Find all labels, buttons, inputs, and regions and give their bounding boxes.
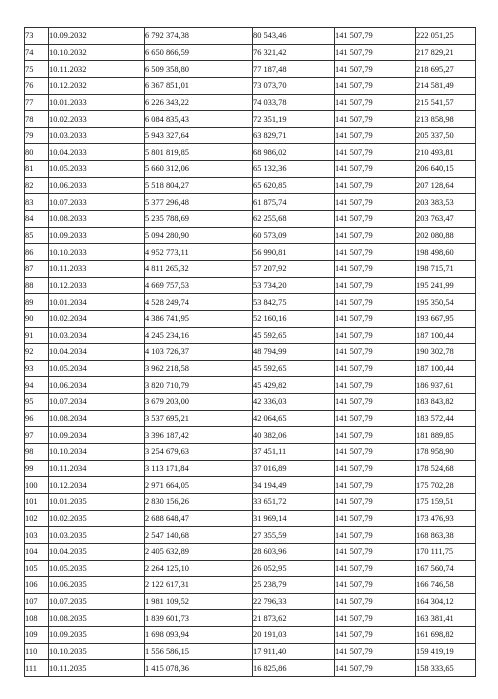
payment-number-cell: 108 (25, 610, 49, 627)
payment-number-cell: 93 (25, 360, 49, 377)
total-payment-cell: 215 541,57 (416, 94, 476, 111)
payment-number-cell: 100 (25, 477, 49, 494)
payment-number-cell: 77 (25, 94, 49, 111)
payment-date-cell: 10.08.2035 (49, 610, 145, 627)
principal-payment-cell: 141 507,79 (335, 211, 416, 228)
payment-number-cell: 101 (25, 493, 49, 510)
interest-cell: 61 875,74 (253, 194, 335, 211)
interest-cell: 40 382,06 (253, 427, 335, 444)
principal-balance-cell: 4 952 773,11 (145, 244, 253, 261)
interest-cell: 63 829,71 (253, 127, 335, 144)
payment-date-cell: 10.06.2035 (49, 577, 145, 594)
payment-number-cell: 88 (25, 277, 49, 294)
principal-payment-cell: 141 507,79 (335, 560, 416, 577)
table-row (25, 28, 476, 45)
payment-date-cell: 10.03.2035 (49, 527, 145, 544)
payment-number-cell: 104 (25, 543, 49, 560)
table-row (25, 360, 476, 377)
table-row (25, 344, 476, 361)
total-payment-cell: 202 080,88 (416, 227, 476, 244)
principal-balance-cell: 2 122 617,31 (145, 577, 253, 594)
principal-balance-cell: 5 235 788,69 (145, 211, 253, 228)
payment-date-cell: 10.04.2033 (49, 144, 145, 161)
payment-number-cell: 82 (25, 177, 49, 194)
interest-cell: 68 986,02 (253, 144, 335, 161)
payment-date-cell: 10.02.2033 (49, 111, 145, 128)
payment-number-cell: 103 (25, 527, 49, 544)
principal-balance-cell: 6 509 358,80 (145, 61, 253, 78)
principal-balance-cell: 3 396 187,42 (145, 427, 253, 444)
interest-cell: 31 969,14 (253, 510, 335, 527)
payment-date-cell: 10.01.2034 (49, 294, 145, 311)
payment-number-cell: 105 (25, 560, 49, 577)
total-payment-cell: 217 829,21 (416, 44, 476, 61)
payment-number-cell: 96 (25, 410, 49, 427)
payment-date-cell: 10.05.2033 (49, 161, 145, 178)
table-row (25, 310, 476, 327)
principal-balance-cell: 4 669 757,53 (145, 277, 253, 294)
principal-balance-cell: 4 386 741,95 (145, 310, 253, 327)
payment-date-cell: 10.09.2033 (49, 227, 145, 244)
principal-balance-cell: 5 943 327,64 (145, 127, 253, 144)
interest-cell: 25 238,79 (253, 577, 335, 594)
table-row (25, 427, 476, 444)
principal-payment-cell: 141 507,79 (335, 111, 416, 128)
table-row (25, 111, 476, 128)
principal-balance-cell: 3 254 679,63 (145, 444, 253, 461)
payment-date-cell: 10.03.2033 (49, 127, 145, 144)
principal-payment-cell: 141 507,79 (335, 227, 416, 244)
payment-date-cell: 10.05.2034 (49, 360, 145, 377)
total-payment-cell: 170 111,75 (416, 543, 476, 560)
total-payment-cell: 195 350,54 (416, 294, 476, 311)
principal-payment-cell: 141 507,79 (335, 610, 416, 627)
interest-cell: 22 796,33 (253, 593, 335, 610)
principal-balance-cell: 6 367 851,01 (145, 77, 253, 94)
principal-payment-cell: 141 507,79 (335, 177, 416, 194)
payment-number-cell: 106 (25, 577, 49, 594)
table-row (25, 327, 476, 344)
interest-cell: 37 016,89 (253, 460, 335, 477)
total-payment-cell: 190 302,78 (416, 344, 476, 361)
payment-date-cell: 10.03.2034 (49, 327, 145, 344)
interest-cell: 73 073,70 (253, 77, 335, 94)
payment-number-cell: 91 (25, 327, 49, 344)
payment-date-cell: 10.02.2034 (49, 310, 145, 327)
principal-payment-cell: 141 507,79 (335, 277, 416, 294)
payment-number-cell: 87 (25, 260, 49, 277)
interest-cell: 21 873,62 (253, 610, 335, 627)
payment-number-cell: 85 (25, 227, 49, 244)
principal-balance-cell: 2 405 632,89 (145, 543, 253, 560)
interest-cell: 28 603,96 (253, 543, 335, 560)
table-row (25, 44, 476, 61)
principal-payment-cell: 141 507,79 (335, 344, 416, 361)
payment-date-cell: 10.05.2035 (49, 560, 145, 577)
interest-cell: 74 033,78 (253, 94, 335, 111)
payment-number-cell: 89 (25, 294, 49, 311)
total-payment-cell: 187 100,44 (416, 327, 476, 344)
principal-payment-cell: 141 507,79 (335, 394, 416, 411)
principal-balance-cell: 1 839 601,73 (145, 610, 253, 627)
table-row (25, 610, 476, 627)
principal-balance-cell: 5 801 819,85 (145, 144, 253, 161)
table-row (25, 477, 476, 494)
principal-payment-cell: 141 507,79 (335, 360, 416, 377)
interest-cell: 20 191,03 (253, 627, 335, 644)
interest-cell: 34 194,49 (253, 477, 335, 494)
principal-payment-cell: 141 507,79 (335, 577, 416, 594)
total-payment-cell: 181 889,85 (416, 427, 476, 444)
total-payment-cell: 213 858,98 (416, 111, 476, 128)
principal-payment-cell: 141 507,79 (335, 28, 416, 45)
table-row (25, 61, 476, 78)
payment-date-cell: 10.01.2033 (49, 94, 145, 111)
payment-date-cell: 10.08.2034 (49, 410, 145, 427)
principal-balance-cell: 6 226 343,22 (145, 94, 253, 111)
interest-cell: 45 429,82 (253, 377, 335, 394)
principal-payment-cell: 141 507,79 (335, 444, 416, 461)
principal-payment-cell: 141 507,79 (335, 161, 416, 178)
principal-balance-cell: 3 113 171,84 (145, 460, 253, 477)
payment-number-cell: 107 (25, 593, 49, 610)
principal-balance-cell: 2 688 648,47 (145, 510, 253, 527)
payment-date-cell: 10.10.2033 (49, 244, 145, 261)
total-payment-cell: 198 715,71 (416, 260, 476, 277)
interest-cell: 33 651,72 (253, 493, 335, 510)
total-payment-cell: 195 241,99 (416, 277, 476, 294)
interest-cell: 57 207,92 (253, 260, 335, 277)
payment-number-cell: 90 (25, 310, 49, 327)
principal-payment-cell: 141 507,79 (335, 294, 416, 311)
table-row (25, 493, 476, 510)
principal-balance-cell: 6 792 374,38 (145, 28, 253, 45)
table-row (25, 410, 476, 427)
principal-balance-cell: 4 528 249,74 (145, 294, 253, 311)
principal-payment-cell: 141 507,79 (335, 477, 416, 494)
payment-number-cell: 110 (25, 643, 49, 660)
principal-balance-cell: 1 981 109,52 (145, 593, 253, 610)
total-payment-cell: 186 937,61 (416, 377, 476, 394)
payment-date-cell: 10.04.2034 (49, 344, 145, 361)
principal-balance-cell: 4 811 265,32 (145, 260, 253, 277)
principal-balance-cell: 6 084 835,43 (145, 111, 253, 128)
total-payment-cell: 210 493,81 (416, 144, 476, 161)
principal-payment-cell: 141 507,79 (335, 377, 416, 394)
principal-balance-cell: 2 971 664,05 (145, 477, 253, 494)
total-payment-cell: 203 383,53 (416, 194, 476, 211)
total-payment-cell: 178 524,68 (416, 460, 476, 477)
total-payment-cell: 193 667,95 (416, 310, 476, 327)
payment-number-cell: 102 (25, 510, 49, 527)
total-payment-cell: 183 843,82 (416, 394, 476, 411)
payment-number-cell: 86 (25, 244, 49, 261)
principal-balance-cell: 3 537 695,21 (145, 410, 253, 427)
total-payment-cell: 161 698,82 (416, 627, 476, 644)
payment-date-cell: 10.11.2033 (49, 260, 145, 277)
payment-date-cell: 10.11.2034 (49, 460, 145, 477)
payment-date-cell: 10.09.2034 (49, 427, 145, 444)
table-row (25, 277, 476, 294)
principal-payment-cell: 141 507,79 (335, 144, 416, 161)
principal-balance-cell: 6 650 866,59 (145, 44, 253, 61)
interest-cell: 45 592,65 (253, 327, 335, 344)
table-row (25, 394, 476, 411)
principal-payment-cell: 141 507,79 (335, 244, 416, 261)
interest-cell: 65 132,36 (253, 161, 335, 178)
total-payment-cell: 163 381,41 (416, 610, 476, 627)
payment-date-cell: 10.11.2035 (49, 660, 145, 677)
principal-payment-cell: 141 507,79 (335, 543, 416, 560)
principal-payment-cell: 141 507,79 (335, 643, 416, 660)
payment-number-cell: 99 (25, 460, 49, 477)
payment-number-cell: 97 (25, 427, 49, 444)
interest-cell: 45 592,65 (253, 360, 335, 377)
table-row (25, 177, 476, 194)
total-payment-cell: 166 746,58 (416, 577, 476, 594)
table-row (25, 444, 476, 461)
principal-payment-cell: 141 507,79 (335, 310, 416, 327)
table-row (25, 227, 476, 244)
payment-date-cell: 10.11.2032 (49, 61, 145, 78)
principal-payment-cell: 141 507,79 (335, 427, 416, 444)
total-payment-cell: 167 560,74 (416, 560, 476, 577)
principal-payment-cell: 141 507,79 (335, 460, 416, 477)
table-row (25, 244, 476, 261)
payment-date-cell: 10.10.2032 (49, 44, 145, 61)
payment-number-cell: 73 (25, 28, 49, 45)
total-payment-cell: 203 763,47 (416, 211, 476, 228)
principal-payment-cell: 141 507,79 (335, 260, 416, 277)
interest-cell: 16 825,86 (253, 660, 335, 677)
table-row (25, 260, 476, 277)
principal-payment-cell: 141 507,79 (335, 593, 416, 610)
interest-cell: 60 573,09 (253, 227, 335, 244)
interest-cell: 27 355,59 (253, 527, 335, 544)
principal-balance-cell: 5 660 312,06 (145, 161, 253, 178)
total-payment-cell: 222 051,25 (416, 28, 476, 45)
payment-number-cell: 98 (25, 444, 49, 461)
principal-payment-cell: 141 507,79 (335, 44, 416, 61)
interest-cell: 62 255,68 (253, 211, 335, 228)
total-payment-cell: 173 476,93 (416, 510, 476, 527)
principal-balance-cell: 4 245 234,16 (145, 327, 253, 344)
total-payment-cell: 158 333,65 (416, 660, 476, 677)
table-row (25, 593, 476, 610)
payment-date-cell: 10.01.2035 (49, 493, 145, 510)
payment-date-cell: 10.12.2034 (49, 477, 145, 494)
payment-date-cell: 10.09.2035 (49, 627, 145, 644)
principal-payment-cell: 141 507,79 (335, 527, 416, 544)
table-row (25, 127, 476, 144)
total-payment-cell: 164 304,12 (416, 593, 476, 610)
payment-date-cell: 10.07.2033 (49, 194, 145, 211)
total-payment-cell: 205 337,50 (416, 127, 476, 144)
table-row (25, 144, 476, 161)
principal-balance-cell: 1 698 093,94 (145, 627, 253, 644)
payment-date-cell: 10.02.2035 (49, 510, 145, 527)
principal-payment-cell: 141 507,79 (335, 77, 416, 94)
table-row (25, 294, 476, 311)
principal-balance-cell: 3 820 710,79 (145, 377, 253, 394)
interest-cell: 72 351,19 (253, 111, 335, 128)
payment-date-cell: 10.06.2034 (49, 377, 145, 394)
principal-balance-cell: 4 103 726,37 (145, 344, 253, 361)
payment-date-cell: 10.08.2033 (49, 211, 145, 228)
total-payment-cell: 198 498,60 (416, 244, 476, 261)
principal-balance-cell: 2 547 140,68 (145, 527, 253, 544)
principal-payment-cell: 141 507,79 (335, 194, 416, 211)
interest-cell: 52 160,16 (253, 310, 335, 327)
table-row (25, 94, 476, 111)
principal-balance-cell: 3 962 218,58 (145, 360, 253, 377)
payment-date-cell: 10.09.2032 (49, 28, 145, 45)
principal-balance-cell: 1 415 078,36 (145, 660, 253, 677)
table-row (25, 627, 476, 644)
interest-cell: 56 990,81 (253, 244, 335, 261)
table-row (25, 510, 476, 527)
principal-payment-cell: 141 507,79 (335, 410, 416, 427)
table-row (25, 460, 476, 477)
payment-schedule-table (24, 27, 476, 677)
principal-payment-cell: 141 507,79 (335, 127, 416, 144)
interest-cell: 77 187,48 (253, 61, 335, 78)
payment-date-cell: 10.06.2033 (49, 177, 145, 194)
principal-payment-cell: 141 507,79 (335, 94, 416, 111)
interest-cell: 42 064,65 (253, 410, 335, 427)
principal-balance-cell: 2 830 156,26 (145, 493, 253, 510)
table-row (25, 660, 476, 677)
table-row (25, 560, 476, 577)
total-payment-cell: 183 572,44 (416, 410, 476, 427)
table-row (25, 543, 476, 560)
payment-number-cell: 83 (25, 194, 49, 211)
interest-cell: 17 911,40 (253, 643, 335, 660)
principal-balance-cell: 3 679 203,00 (145, 394, 253, 411)
payment-number-cell: 109 (25, 627, 49, 644)
principal-payment-cell: 141 507,79 (335, 660, 416, 677)
payment-number-cell: 78 (25, 111, 49, 128)
payment-number-cell: 111 (25, 660, 49, 677)
total-payment-cell: 214 581,49 (416, 77, 476, 94)
payment-date-cell: 10.07.2035 (49, 593, 145, 610)
total-payment-cell: 187 100,44 (416, 360, 476, 377)
payment-number-cell: 84 (25, 211, 49, 228)
table-row (25, 643, 476, 660)
interest-cell: 76 321,42 (253, 44, 335, 61)
payment-date-cell: 10.04.2035 (49, 543, 145, 560)
payment-date-cell: 10.07.2034 (49, 394, 145, 411)
payment-number-cell: 74 (25, 44, 49, 61)
principal-payment-cell: 141 507,79 (335, 327, 416, 344)
table-row (25, 77, 476, 94)
interest-cell: 80 543,46 (253, 28, 335, 45)
total-payment-cell: 175 702,28 (416, 477, 476, 494)
total-payment-cell: 206 640,15 (416, 161, 476, 178)
payment-number-cell: 79 (25, 127, 49, 144)
total-payment-cell: 218 695,27 (416, 61, 476, 78)
principal-balance-cell: 2 264 125,10 (145, 560, 253, 577)
table-row (25, 377, 476, 394)
total-payment-cell: 207 128,64 (416, 177, 476, 194)
total-payment-cell: 159 419,19 (416, 643, 476, 660)
payment-date-cell: 10.12.2033 (49, 277, 145, 294)
principal-balance-cell: 5 377 296,48 (145, 194, 253, 211)
payment-number-cell: 76 (25, 77, 49, 94)
interest-cell: 37 451,11 (253, 444, 335, 461)
interest-cell: 53 734,20 (253, 277, 335, 294)
payment-number-cell: 75 (25, 61, 49, 78)
principal-payment-cell: 141 507,79 (335, 627, 416, 644)
payment-number-cell: 94 (25, 377, 49, 394)
interest-cell: 26 052,95 (253, 560, 335, 577)
principal-payment-cell: 141 507,79 (335, 493, 416, 510)
payment-date-cell: 10.10.2035 (49, 643, 145, 660)
principal-payment-cell: 141 507,79 (335, 61, 416, 78)
payment-date-cell: 10.10.2034 (49, 444, 145, 461)
table-row (25, 211, 476, 228)
payment-schedule-body (25, 28, 476, 677)
table-row (25, 577, 476, 594)
interest-cell: 48 794,99 (253, 344, 335, 361)
table-row (25, 161, 476, 178)
total-payment-cell: 175 159,51 (416, 493, 476, 510)
interest-cell: 42 336,03 (253, 394, 335, 411)
payment-number-cell: 95 (25, 394, 49, 411)
table-row (25, 194, 476, 211)
total-payment-cell: 178 958,90 (416, 444, 476, 461)
payment-number-cell: 80 (25, 144, 49, 161)
principal-balance-cell: 5 518 804,27 (145, 177, 253, 194)
principal-balance-cell: 1 556 586,15 (145, 643, 253, 660)
payment-number-cell: 81 (25, 161, 49, 178)
principal-balance-cell: 5 094 280,90 (145, 227, 253, 244)
interest-cell: 65 620,85 (253, 177, 335, 194)
payment-number-cell: 92 (25, 344, 49, 361)
interest-cell: 53 842,75 (253, 294, 335, 311)
total-payment-cell: 168 863,38 (416, 527, 476, 544)
table-row (25, 527, 476, 544)
payment-date-cell: 10.12.2032 (49, 77, 145, 94)
principal-payment-cell: 141 507,79 (335, 510, 416, 527)
